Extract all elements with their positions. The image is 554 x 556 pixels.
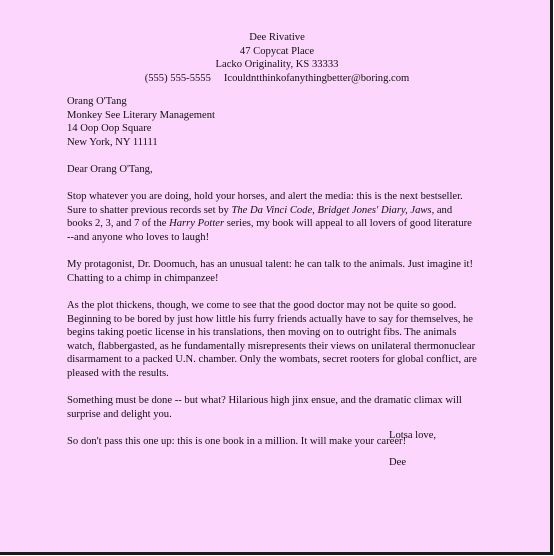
paragraph-intro <box>67 190 507 244</box>
recipient-street: 14 Oop Oop Square <box>67 123 152 135</box>
sender-name: Dee Rivative <box>249 32 305 43</box>
signature: Dee <box>389 457 407 468</box>
recipient-name: Orang O'Tang <box>67 96 127 107</box>
paragraph-line: pleased with the results. <box>67 367 169 379</box>
sender-address-block <box>0 31 554 85</box>
paragraph-line: Something must be done -- but what? Hilarious high jinx ensue, and the dramatic climax will <box>67 395 462 407</box>
paragraph-line: As the plot thickens, though, we come to see that the good doctor may not be quite so good. <box>67 299 457 311</box>
paragraph-line: So don't pass this one up: this is one book in a million. It will make your career! <box>67 435 407 447</box>
paragraph-line <box>67 204 507 218</box>
paragraph-line: watch, flabbergasted, as he fundamentally misrepresents their views on unilateral thermonuclear <box>67 340 476 352</box>
recipient-company: Monkey See Literary Management <box>67 109 215 121</box>
sender-city: Lacko Originality, KS 33333 <box>215 59 339 71</box>
sender-contact-line <box>0 72 554 86</box>
text-run: books 2, 3, and 7 of the <box>67 218 170 230</box>
paragraph-line: My protagonist, Dr. Doomuch, has an unusual talent: he can talk to the animals. Just imagine it! <box>67 259 474 271</box>
text-run: series, my book will appeal to all lovers of good literature <box>224 218 472 230</box>
paragraph-line <box>67 217 507 231</box>
sender-phone: (555) 555-5555 <box>144 72 211 84</box>
paragraph-protagonist <box>67 258 507 285</box>
sender-street: 47 Copycat Place <box>239 45 315 57</box>
book-title-harry-potter: Harry Potter <box>169 218 225 230</box>
closing: Lotsa love, <box>389 430 437 441</box>
paragraph-line: disarmament to a packed U.N. chamber. Only the wombats, secret rooters for global conflict, are <box>67 354 477 366</box>
recipient-city: New York, NY 11111 <box>67 136 158 148</box>
recipient-address-block <box>67 95 507 149</box>
paragraph-line: Chatting to a chimp in chimpanzee! <box>67 272 219 284</box>
paragraph-plot <box>67 299 507 381</box>
greeting: Dear Orang O'Tang, <box>67 163 153 175</box>
letter-body <box>67 95 507 462</box>
paragraph-line: --and anyone who loves to laugh! <box>67 231 210 243</box>
paragraph-line: Beginning to be bored by just how little his furry friends actually have to say for themselves, he <box>67 313 474 325</box>
paragraph-line: begins taking poetic license in his translations, then moving on to outright fibs. The animals <box>67 327 457 339</box>
sender-email: Icouldntthinkofanythingbetter@boring.com <box>223 72 410 84</box>
paragraph-line: Stop whatever you are doing, hold your horses, and alert the media: this is the next bestseller. <box>67 191 463 203</box>
paragraph-line: surprise and delight you. <box>67 408 172 420</box>
text-run: , and <box>431 204 453 216</box>
paragraph-climax <box>67 394 507 421</box>
book-titles: The Da Vinci Code, Bridget Jones' Diary, Jaws <box>231 204 432 216</box>
paragraph-pitch <box>67 435 507 449</box>
text-run: Sure to shatter previous records set by <box>67 204 232 216</box>
